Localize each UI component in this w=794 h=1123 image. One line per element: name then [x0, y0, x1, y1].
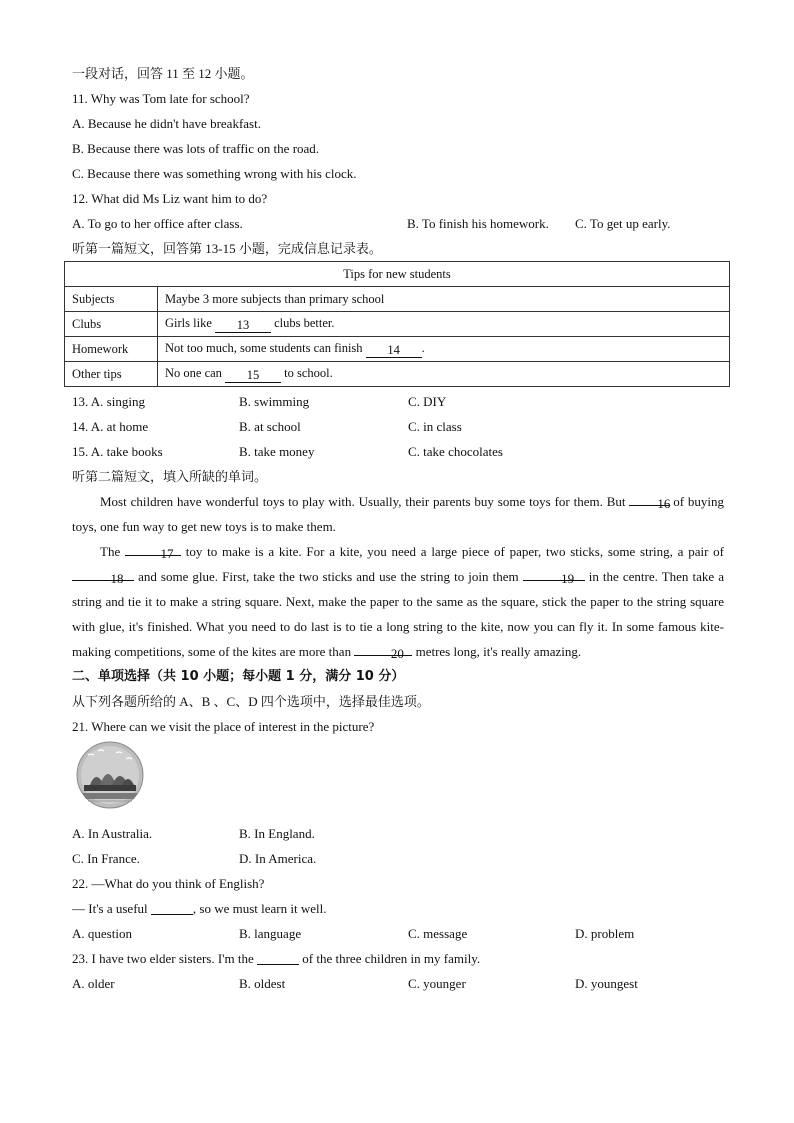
- q14-option-c[interactable]: C. in class: [408, 419, 462, 434]
- tips-table: [64, 261, 730, 387]
- q23-option-c[interactable]: C. younger: [408, 976, 466, 991]
- section-b-intro: 听第一篇短文，回答第 13-15 小题，完成信息记录表。: [72, 241, 382, 256]
- q12-option-a[interactable]: A. To go to her office after class.: [72, 216, 243, 231]
- q21-options-row1: [72, 821, 724, 846]
- q15-option-a[interactable]: 15. A. take books: [72, 444, 163, 459]
- part2-heading: 二、单项选择（共 10 小题；每小题 1 分，满分 10 分）: [72, 669, 405, 684]
- blank-19[interactable]: 19: [523, 566, 585, 581]
- sydney-opera-house-image: [76, 741, 144, 809]
- q12-options: [72, 211, 724, 236]
- row-content: Not too much, some students can finish 14 .: [158, 337, 730, 362]
- section-c-intro: 听第二篇短文，填入所缺的单词。: [72, 469, 268, 484]
- q12-option-c[interactable]: C. To get up early.: [575, 216, 671, 231]
- table-row: [65, 337, 730, 362]
- blank-17[interactable]: 17: [125, 541, 181, 556]
- table-row: [65, 362, 730, 387]
- q13-options: [72, 389, 724, 414]
- row-content: Maybe 3 more subjects than primary school: [158, 287, 730, 312]
- q14-option-a[interactable]: 14. A. at home: [72, 419, 149, 434]
- passage-paragraph-2: The 17 toy to make is a kite. For a kite, you need a large piece of paper, two sticks, some string, a pair of 18 and some glue. First, take the two sticks and use the string to join them 19 in the centre. Then take a string and tie it to make a string square. Next, make the paper to the same as the square, stick the paper to the string square with glue, it's finished. What you need to do last is to tie a long string to the kite, now you can fly it. In some famous kite-making competitions, some of the kites are more than 20 metres long, it's really amazing.: [72, 539, 724, 664]
- q21-question: 21. Where can we visit the place of interest in the picture?: [72, 719, 375, 734]
- blank-20[interactable]: 20: [354, 641, 412, 656]
- q11-option-c[interactable]: C. Because there was something wrong with his clock.: [72, 166, 357, 181]
- section-a-intro: 一段对话，回答 11 至 12 小题。: [72, 66, 254, 81]
- blank-15[interactable]: 15: [225, 368, 281, 383]
- q15-option-b[interactable]: B. take money: [239, 444, 315, 459]
- q13-option-a[interactable]: 13. A. singing: [72, 394, 145, 409]
- q13-option-c[interactable]: C. DIY: [408, 394, 447, 409]
- q22-option-b[interactable]: B. language: [239, 926, 302, 941]
- blank-14[interactable]: 14: [366, 343, 422, 358]
- q22-option-d[interactable]: D. problem: [575, 926, 635, 941]
- q22-question: 22. —What do you think of English?: [72, 876, 265, 891]
- table-row: [65, 287, 730, 312]
- q22-answer: — It's a useful , so we must learn it well.: [72, 901, 327, 916]
- blank-13[interactable]: 13: [215, 318, 271, 333]
- q22-options: [72, 921, 724, 946]
- q21-picture-wrap: [72, 739, 724, 821]
- blank-16[interactable]: 16: [629, 491, 669, 506]
- q21-option-a[interactable]: A. In Australia.: [72, 826, 153, 841]
- q23-options: [72, 971, 724, 996]
- tips-table-wrap: [72, 261, 724, 389]
- blank-18[interactable]: 18: [72, 566, 134, 581]
- q12-question: 12. What did Ms Liz want him to do?: [72, 191, 268, 206]
- q11-option-b[interactable]: B. Because there was lots of traffic on the road.: [72, 141, 320, 156]
- q23-question: 23. I have two elder sisters. I'm the of the three children in my family.: [72, 951, 481, 966]
- q23-option-b[interactable]: B. oldest: [239, 976, 286, 991]
- table-row: [65, 312, 730, 337]
- q14-option-b[interactable]: B. at school: [239, 419, 301, 434]
- row-label: Homework: [65, 337, 158, 362]
- q15-option-c[interactable]: C. take chocolates: [408, 444, 503, 459]
- q23-option-a[interactable]: A. older: [72, 976, 115, 991]
- blank-22[interactable]: [151, 900, 193, 915]
- q11-question: 11. Why was Tom late for school?: [72, 91, 250, 106]
- row-label: Other tips: [65, 362, 158, 387]
- q22-option-a[interactable]: A. question: [72, 926, 132, 941]
- q12-option-b[interactable]: B. To finish his homework.: [407, 216, 549, 231]
- q21-option-d[interactable]: D. In America.: [239, 851, 317, 866]
- q15-options: [72, 439, 724, 464]
- q14-options: [72, 414, 724, 439]
- q22-option-c[interactable]: C. message: [408, 926, 468, 941]
- part2-instruction: 从下列各题所给的 A、B 、C、D 四个选项中，选择最佳选项。: [72, 694, 430, 709]
- q21-options-row2: [72, 846, 724, 871]
- row-content: No one can 15 to school.: [158, 362, 730, 387]
- exam-page: [72, 61, 724, 996]
- blank-23[interactable]: [257, 950, 299, 965]
- q23-option-d[interactable]: D. youngest: [575, 976, 638, 991]
- q21-option-c[interactable]: C. In France.: [72, 851, 140, 866]
- passage-paragraph-1: Most children have wonderful toys to play with. Usually, their parents buy some toys for them. But 16 of buying toys, one fun way to get new toys is to make them.: [72, 489, 724, 539]
- q11-option-a[interactable]: A. Because he didn't have breakfast.: [72, 116, 261, 131]
- row-content: Girls like 13 clubs better.: [158, 312, 730, 337]
- row-label: Subjects: [65, 287, 158, 312]
- row-label: Clubs: [65, 312, 158, 337]
- q21-option-b[interactable]: B. In England.: [239, 826, 315, 841]
- q13-option-b[interactable]: B. swimming: [239, 394, 310, 409]
- tips-table-title: Tips for new students: [65, 262, 730, 287]
